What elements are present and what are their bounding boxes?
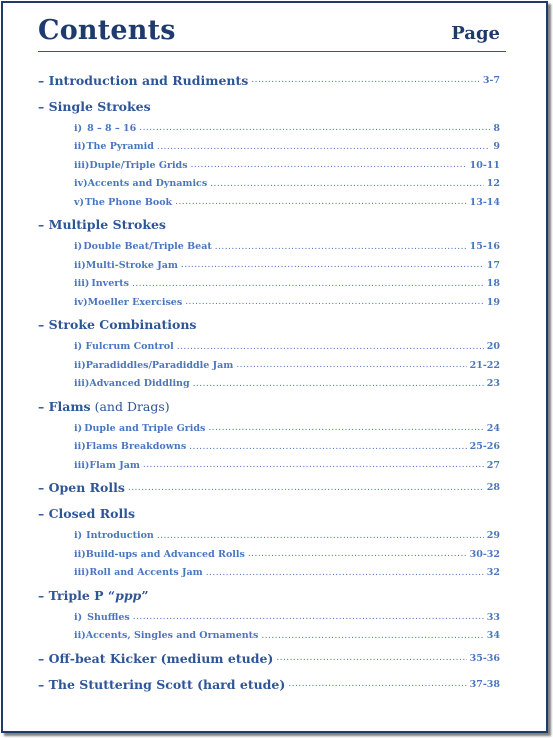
toc-subentry-page: 29 <box>486 530 500 542</box>
toc-subentry-number: iii) <box>74 567 90 579</box>
toc-subentry-label: Double Beat/Triple Beat <box>83 241 212 253</box>
toc-subentry-number: ii) <box>74 630 86 642</box>
dot-leader <box>185 297 484 307</box>
toc-subentry[interactable] <box>38 256 500 275</box>
toc-subentry-number: iv) <box>74 178 88 190</box>
dot-leader <box>248 549 467 559</box>
toc-subentry-page: 17 <box>486 259 500 271</box>
dot-leader <box>210 179 484 189</box>
toc-entry-page: 3-7 <box>482 74 500 86</box>
toc-subentry[interactable] <box>38 545 500 564</box>
toc-subentry-number: i) <box>74 611 83 623</box>
toc-subentry-page: 25-26 <box>469 441 500 453</box>
toc-section-title: – Single Strokes <box>38 98 151 114</box>
toc-section-stroke-combinations <box>38 312 500 394</box>
toc-subentry-page: 30-32 <box>469 548 500 560</box>
toc-subentry-label: The Pyramid <box>86 141 154 153</box>
toc-subentry-label: 8 – 8 – 16 <box>87 122 137 134</box>
toc-section-title: – Triple P “ppp” <box>38 587 149 603</box>
toc-section-single-strokes <box>38 93 500 212</box>
toc-subentry-number: ii) <box>74 359 86 371</box>
toc-subentry[interactable] <box>38 338 500 357</box>
toc-subentry-number: iv) <box>74 296 88 308</box>
toc-subentry[interactable] <box>38 119 500 138</box>
toc-subentry-label: Paradiddles/Paradiddle Jam <box>85 359 234 371</box>
toc-subentry-number: ii) <box>74 441 86 453</box>
toc-subentry-page: 13-14 <box>469 196 500 208</box>
toc-subentry-label: Shuffles <box>87 611 130 623</box>
toc-entry-label: – The Stuttering Scott (hard etude) <box>38 676 286 692</box>
toc-subentry-number: i) <box>74 241 83 253</box>
toc-subentry-page: 27 <box>486 459 500 471</box>
toc-subentry-page: 33 <box>486 611 500 623</box>
toc-section-flams <box>38 393 500 475</box>
dot-leader <box>128 483 484 493</box>
toc-subentry[interactable] <box>38 527 500 546</box>
toc-subentry-label: Flams Breakdowns <box>85 441 187 453</box>
dot-leader <box>132 279 484 289</box>
toc-subentry[interactable] <box>38 627 500 646</box>
dot-leader <box>236 360 466 370</box>
toc-section-multiple-strokes <box>38 212 500 312</box>
toc-subentry[interactable] <box>38 438 500 457</box>
dot-leader <box>181 260 484 270</box>
dot-leader <box>157 531 484 541</box>
toc-subentry-label: Moeller Exercises <box>87 296 183 308</box>
toc-subentry-number: iii) <box>74 278 90 290</box>
toc-section-heading[interactable] <box>38 393 500 419</box>
toc-subentry[interactable] <box>38 456 500 475</box>
toc-subentry-page: 24 <box>486 422 500 434</box>
contents-header <box>38 15 506 52</box>
dot-leader <box>208 423 483 433</box>
toc-entry-page: 37-38 <box>469 678 500 690</box>
toc-subentry-label: The Phone Book <box>84 196 173 208</box>
toc-subentry-number: i) <box>74 530 83 542</box>
dot-leader <box>157 142 490 152</box>
toc-section-heading[interactable] <box>38 93 500 119</box>
toc-entry[interactable] <box>38 671 500 697</box>
toc-subentry-label: Duple/Triple Grids <box>89 159 188 171</box>
toc-section-title: – Flams (and Drags) <box>38 398 170 414</box>
toc-section-heading[interactable] <box>38 212 500 238</box>
toc-subentry-page: 18 <box>486 278 500 290</box>
toc-subentry-label: Inverts <box>91 278 129 290</box>
toc-subentry-label: Build-ups and Advanced Rolls <box>85 548 245 560</box>
toc-entry[interactable] <box>38 645 500 671</box>
toc-subentry-number: iii) <box>74 159 90 171</box>
toc-subentry-label: Advanced Diddling <box>89 378 190 390</box>
toc-section-introduction <box>38 67 500 93</box>
dot-leader <box>206 568 484 578</box>
toc-subentry-page: 20 <box>486 341 500 353</box>
toc-subentry-number: iii) <box>74 459 90 471</box>
page-title: Contents <box>38 15 176 46</box>
toc-entry-label: – Off-beat Kicker (medium etude) <box>38 650 274 666</box>
toc-subentry[interactable] <box>38 275 500 294</box>
dot-leader <box>139 123 490 133</box>
toc-subentry-label: Multi-Stroke Jam <box>85 259 178 271</box>
toc-subentry-label: Flam Jam <box>89 459 140 471</box>
toc-subentry-page: 21-22 <box>469 359 500 371</box>
toc-subentry[interactable] <box>38 138 500 157</box>
toc-section-heading[interactable] <box>38 582 500 608</box>
toc-entry-label: – Open Rolls <box>38 480 125 495</box>
toc-subentry[interactable] <box>38 293 500 312</box>
toc-entry-page: 35-36 <box>469 652 500 664</box>
toc-subentry-number: v) <box>74 196 85 208</box>
toc-subentry[interactable] <box>38 356 500 375</box>
toc-section-heading[interactable] <box>38 501 500 527</box>
toc-subentry-page: 12 <box>486 178 500 190</box>
toc-entry-page: 28 <box>486 482 500 493</box>
toc-subentry-page: 34 <box>486 630 500 642</box>
toc-subentry-page: 23 <box>486 378 500 390</box>
toc-entry-label: – Introduction and Rudiments <box>38 72 249 88</box>
toc-section-title: – Closed Rolls <box>38 506 135 521</box>
toc-section-triple-p <box>38 582 500 645</box>
toc-subentry-page: 9 <box>493 141 500 153</box>
page-column-label: Page <box>451 23 500 44</box>
toc-entry[interactable] <box>38 67 500 93</box>
toc-subentry-number: ii) <box>74 259 86 271</box>
toc-subentry-number: ii) <box>74 141 86 153</box>
toc-section-open-rolls <box>38 475 500 501</box>
toc-subentry-page: 8 <box>493 122 500 134</box>
document-page <box>1 1 548 733</box>
toc-subentry[interactable] <box>38 375 500 394</box>
toc-subentry[interactable] <box>38 238 500 257</box>
dot-leader <box>177 342 484 352</box>
toc-section-stuttering-scott <box>38 671 500 697</box>
toc-section-off-beat-kicker <box>38 645 500 671</box>
toc-subentry-label: Introduction <box>86 530 154 542</box>
toc-subentry-label: Roll and Accents Jam <box>89 567 203 579</box>
toc-subentry-page: 15-16 <box>469 241 500 253</box>
dot-leader <box>133 612 484 622</box>
toc-subentry-label: Accents, Singles and Ornaments <box>85 630 259 642</box>
toc-subentry-label: Duple and Triple Grids <box>84 422 206 434</box>
dot-leader <box>193 379 484 389</box>
toc-entry[interactable] <box>38 475 500 501</box>
toc-subentry-label: Accents and Dynamics <box>87 178 208 190</box>
toc-subentry[interactable] <box>38 564 500 583</box>
toc-section-title: – Stroke Combinations <box>38 317 197 332</box>
toc-section-heading[interactable] <box>38 312 500 338</box>
toc-subentry-page: 10-11 <box>469 159 500 171</box>
toc-section-closed-rolls <box>38 501 500 583</box>
toc-subentry[interactable] <box>38 608 500 627</box>
toc-subentry-number: i) <box>74 122 83 134</box>
toc-subentry-number: i) <box>74 422 83 434</box>
dot-leader <box>288 679 466 689</box>
dot-leader <box>189 442 466 452</box>
toc-subentry[interactable] <box>38 175 500 194</box>
toc-subentry[interactable] <box>38 193 500 212</box>
table-of-contents <box>38 67 500 697</box>
dot-leader <box>191 160 467 170</box>
toc-subentry-number: ii) <box>74 548 86 560</box>
toc-subentry-label: Fulcrum Control <box>85 341 174 353</box>
dot-leader <box>261 631 483 641</box>
dot-leader <box>175 197 466 207</box>
toc-subentry-page: 32 <box>486 567 500 579</box>
toc-subentry[interactable] <box>38 156 500 175</box>
dot-leader <box>215 242 467 252</box>
dot-leader <box>143 460 484 470</box>
toc-subentry-number: i) <box>74 341 83 353</box>
toc-subentry[interactable] <box>38 419 500 438</box>
toc-subentry-page: 19 <box>486 296 500 308</box>
dot-leader <box>276 653 466 663</box>
dot-leader <box>251 75 480 85</box>
toc-subentry-number: iii) <box>74 378 90 390</box>
toc-section-title: – Multiple Strokes <box>38 217 166 232</box>
